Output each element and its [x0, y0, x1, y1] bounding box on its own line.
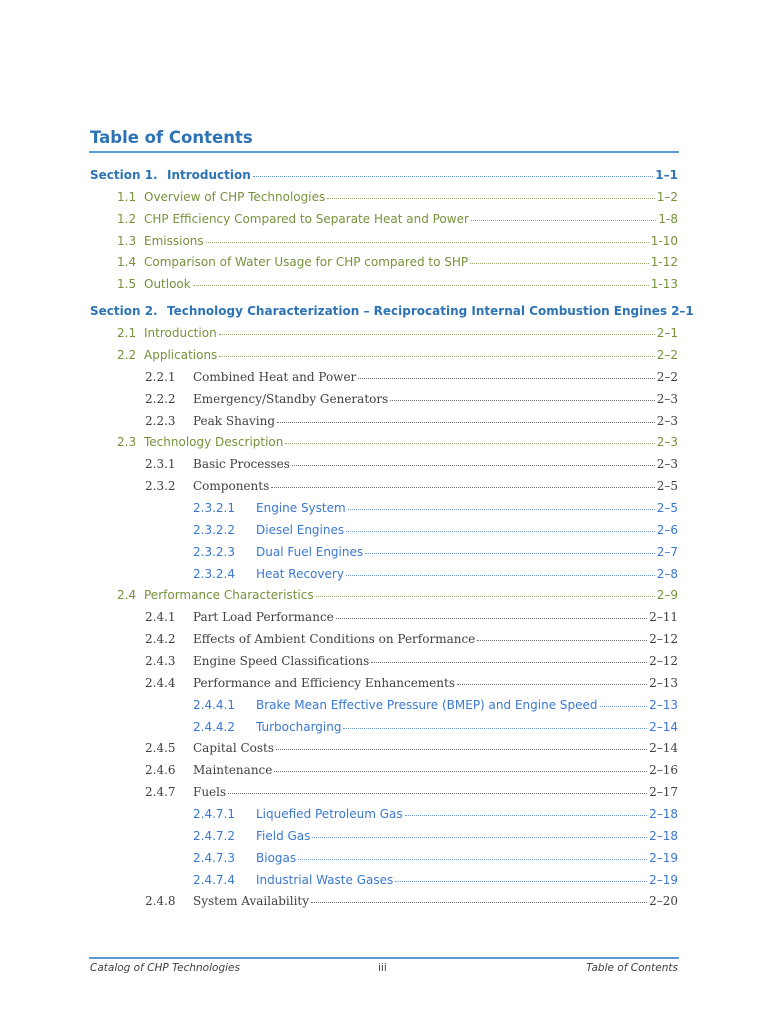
dot-leader — [346, 531, 655, 532]
toc-entry-label[interactable]: Turbocharging — [256, 719, 342, 734]
dot-leader — [327, 198, 654, 199]
dot-leader — [285, 443, 654, 444]
toc-entry[interactable] — [0, 212, 768, 232]
toc-entry-page[interactable]: 2–19 — [649, 850, 678, 865]
toc-entry-label[interactable]: Diesel Engines — [256, 522, 345, 537]
toc-entry-number: 2.3.2.4 — [193, 566, 235, 581]
toc-entry[interactable] — [0, 457, 768, 477]
toc-entry[interactable] — [0, 523, 768, 543]
toc-entry-page[interactable]: 1-13 — [650, 277, 678, 292]
toc-entry-number: 2.4.2 — [145, 632, 176, 647]
toc-entry-body — [256, 807, 678, 821]
toc-entry-label[interactable]: Engine Speed Classifications — [193, 653, 370, 668]
toc-entry-body — [256, 567, 678, 581]
dot-leader — [477, 640, 647, 641]
toc-entry-body — [193, 392, 678, 406]
toc-entry-body — [144, 348, 678, 362]
toc-entry[interactable] — [0, 304, 768, 324]
dot-leader — [336, 618, 647, 619]
toc-entry-number: 2.4.4.2 — [193, 719, 235, 734]
dot-leader — [219, 334, 655, 335]
toc-entry-page[interactable]: 2–12 — [649, 653, 678, 668]
toc-entry-body — [193, 676, 678, 690]
toc-entry-body — [167, 168, 678, 182]
dot-leader — [276, 749, 647, 750]
toc-entry-page[interactable]: 2–14 — [649, 741, 678, 756]
toc-entry-label[interactable]: Engine System — [256, 500, 346, 515]
toc-entry-body — [193, 414, 678, 428]
toc-entry[interactable] — [0, 370, 768, 390]
toc-entry-body — [144, 435, 678, 449]
toc-entry-page[interactable]: 2–16 — [649, 763, 678, 778]
toc-entry[interactable] — [0, 255, 768, 275]
toc-entry[interactable] — [0, 348, 768, 368]
toc-entry-body — [193, 763, 678, 777]
toc-entry[interactable] — [0, 168, 768, 188]
toc-entry[interactable] — [0, 435, 768, 455]
toc-entry-label[interactable]: Performance Characteristics — [144, 588, 314, 603]
toc-entry-body — [193, 457, 678, 471]
toc-entry[interactable] — [0, 610, 768, 630]
toc-entry[interactable] — [0, 698, 768, 718]
toc-entry-number: 2.3.2.1 — [193, 500, 235, 515]
toc-entry-body — [256, 873, 678, 887]
toc-entry-page[interactable]: 1-8 — [658, 211, 678, 226]
toc-entry-label[interactable]: CHP Efficiency Compared to Separate Heat and Power — [144, 211, 469, 226]
toc-entry[interactable] — [0, 654, 768, 674]
toc-entry[interactable] — [0, 763, 768, 783]
toc-entry-number: 2.4.7.4 — [193, 872, 235, 887]
toc-entry-body — [193, 370, 678, 384]
dot-leader — [390, 400, 654, 401]
toc-entry-page[interactable]: 1-12 — [650, 255, 678, 270]
toc-entry-body — [167, 304, 694, 319]
toc-entry-body — [193, 785, 678, 799]
toc-entry[interactable] — [0, 479, 768, 499]
toc-entry-page[interactable]: 2–2 — [656, 347, 678, 362]
toc-entry-body — [144, 277, 678, 291]
dot-leader — [298, 859, 647, 860]
dot-leader — [371, 662, 647, 663]
dot-leader — [219, 356, 654, 357]
toc-entry-page[interactable]: 2–14 — [649, 719, 678, 734]
toc-entry-number: 2.2 — [117, 347, 137, 362]
toc-entry-body — [144, 190, 678, 204]
toc-entry[interactable] — [0, 190, 768, 210]
toc-entry-body — [256, 698, 678, 712]
toc-entry-number: 1.4 — [117, 255, 137, 270]
toc-entry-body — [193, 610, 678, 624]
toc-entry-page[interactable]: 2–20 — [649, 894, 678, 909]
footer-divider — [89, 957, 679, 959]
footer-page-number: iii — [378, 962, 387, 974]
dot-leader — [253, 176, 654, 177]
toc-entry-label[interactable]: Effects of Ambient Conditions on Performance — [193, 632, 476, 647]
toc-entry-body — [256, 851, 678, 865]
toc-entry-number: 2.4.4 — [145, 675, 176, 690]
toc-entry-number: Section 2. — [90, 304, 158, 319]
toc-entry-label[interactable]: Components — [193, 479, 270, 493]
footer-document-title: Catalog of CHP Technologies — [90, 962, 240, 974]
toc-entry-label[interactable]: Industrial Waste Gases — [256, 872, 394, 887]
toc-entry-number: 2.4.7.2 — [193, 828, 235, 843]
toc-entry[interactable] — [0, 234, 768, 254]
toc-entry-label[interactable]: Emissions — [144, 233, 204, 248]
toc-entry-page[interactable]: 2–1 — [656, 326, 678, 340]
toc-entry-body — [144, 326, 678, 340]
toc-entry-number: 2.4.3 — [145, 653, 176, 668]
toc-entry-number: 1.1 — [117, 189, 137, 204]
toc-entry-body — [193, 894, 678, 908]
toc-entry-page[interactable]: 2–3 — [656, 457, 678, 472]
toc-entry-number: 1.3 — [117, 233, 137, 248]
toc-entry-page[interactable]: 2–3 — [656, 413, 678, 428]
toc-entry[interactable] — [0, 588, 768, 608]
toc-entry-number: 2.4 — [117, 588, 137, 603]
toc-entry-page[interactable]: 2–12 — [649, 632, 678, 647]
dot-leader — [343, 728, 647, 729]
toc-entry-page[interactable]: 2–7 — [656, 544, 678, 559]
toc-entry-number: 2.4.6 — [145, 763, 176, 778]
toc-entry-label[interactable]: Applications — [144, 347, 218, 362]
toc-entry-body — [144, 212, 678, 226]
dot-leader — [457, 684, 647, 685]
toc-entry-label[interactable]: Performance and Efficiency Enhancements — [193, 675, 455, 690]
toc-entry-label[interactable]: Heat Recovery — [256, 566, 344, 581]
toc-entry[interactable] — [0, 807, 768, 827]
dot-leader — [471, 220, 656, 221]
toc-entry-number: 2.4.1 — [145, 610, 176, 625]
dot-leader — [193, 285, 649, 286]
toc-entry-label[interactable]: Biogas — [256, 850, 297, 865]
dot-leader — [228, 793, 647, 794]
toc-entry[interactable] — [0, 501, 768, 521]
toc-entry-number: 2.2.3 — [145, 413, 176, 428]
toc-entry-number: 2.3.2.3 — [193, 544, 235, 559]
toc-entry-label[interactable]: Combined Heat and Power — [193, 369, 357, 384]
toc-entry[interactable] — [0, 894, 768, 914]
toc-entry[interactable] — [0, 720, 768, 740]
dot-leader — [470, 263, 649, 264]
toc-entry[interactable] — [0, 326, 768, 346]
toc-entry-page[interactable]: 2–1 — [671, 304, 694, 319]
toc-entry-page[interactable]: 1–1 — [655, 168, 678, 182]
toc-entry-page[interactable]: 2–3 — [656, 435, 678, 450]
toc-entry-number: 2.4.8 — [145, 894, 176, 909]
page-title: Table of Contents — [90, 128, 253, 147]
toc-entry-number: Section 1. — [90, 168, 158, 182]
toc-entry-page[interactable]: 2–18 — [649, 806, 678, 821]
dot-leader — [600, 706, 648, 707]
toc-entry-label[interactable]: Technology Characterization – Reciprocating Internal Combustion Engines — [167, 304, 668, 319]
toc-entry-page[interactable]: 2–3 — [656, 391, 678, 406]
toc-entry-body — [256, 829, 678, 843]
toc-entry-body — [256, 720, 678, 734]
toc-entry-label[interactable]: Basic Processes — [193, 457, 290, 472]
toc-entry[interactable] — [0, 785, 768, 805]
toc-entry-label[interactable]: Brake Mean Effective Pressure (BMEP) and Engine Speed — [256, 697, 598, 712]
toc-entry-page[interactable]: 2–13 — [649, 697, 678, 712]
dot-leader — [395, 881, 647, 882]
toc-entry-page[interactable]: 2–2 — [656, 369, 678, 384]
dot-leader — [312, 837, 647, 838]
toc-entry-body — [256, 501, 678, 515]
toc-entry-page[interactable]: 1–2 — [656, 189, 678, 204]
toc-entry-label[interactable]: Outlook — [144, 277, 191, 292]
toc-entry-number: 2.3.2 — [145, 479, 176, 493]
toc-entry-page[interactable]: 2–8 — [656, 566, 678, 581]
toc-entry[interactable] — [0, 567, 768, 587]
toc-entry[interactable] — [0, 676, 768, 696]
toc-entry-page[interactable]: 2–5 — [656, 500, 678, 515]
toc-entry-page[interactable]: 2–18 — [649, 828, 678, 843]
toc-entry-page[interactable]: 2–5 — [656, 479, 678, 493]
dot-leader — [346, 575, 655, 576]
toc-entry-label[interactable]: Maintenance — [193, 763, 273, 778]
toc-entry-page[interactable]: 2–9 — [656, 588, 678, 603]
toc-entry[interactable] — [0, 632, 768, 652]
toc-entry-number: 2.3 — [117, 435, 137, 450]
toc-entry[interactable] — [0, 414, 768, 434]
toc-entry-number: 2.4.7 — [145, 785, 176, 800]
toc-entry-number: 2.4.4.1 — [193, 697, 235, 712]
toc-entry-body — [193, 654, 678, 668]
toc-entry-body — [193, 479, 678, 493]
dot-leader — [271, 487, 654, 488]
toc-entry-body — [193, 632, 678, 646]
toc-entry-page[interactable]: 2–13 — [649, 675, 678, 690]
dot-leader — [274, 771, 647, 772]
dot-leader — [206, 242, 649, 243]
toc-entry-number: 2.3.1 — [145, 457, 176, 472]
toc-entry-number: 2.3.2.2 — [193, 522, 235, 537]
toc-entry-number: 1.5 — [117, 277, 137, 292]
toc-entry-body — [256, 523, 678, 537]
dot-leader — [405, 815, 647, 816]
toc-entry[interactable] — [0, 545, 768, 565]
dot-leader — [348, 509, 655, 510]
dot-leader — [365, 553, 655, 554]
toc-entry-page[interactable]: 2–19 — [649, 872, 678, 887]
toc-entry-label[interactable]: Peak Shaving — [193, 413, 276, 428]
toc-entry-body — [144, 588, 678, 602]
toc-entry-label[interactable]: Part Load Performance — [193, 610, 334, 625]
toc-entry[interactable] — [0, 741, 768, 761]
toc-entry[interactable] — [0, 392, 768, 412]
dot-leader — [358, 378, 654, 379]
toc-entry[interactable] — [0, 851, 768, 871]
toc-entry-label[interactable]: Introduction — [167, 168, 251, 182]
toc-entry-label[interactable]: Fuels — [193, 785, 227, 800]
toc-entry-label[interactable]: Capital Costs — [193, 741, 275, 756]
footer-section-title: Table of Contents — [586, 962, 678, 974]
dot-leader — [292, 465, 655, 466]
dot-leader — [316, 596, 655, 597]
toc-entry-number: 2.4.7.3 — [193, 850, 235, 865]
toc-entry-number: 2.2.1 — [145, 369, 176, 384]
dot-leader — [277, 422, 655, 423]
toc-entry-label[interactable]: Dual Fuel Engines — [256, 544, 364, 559]
toc-entry-body — [144, 255, 678, 269]
toc-entry-label[interactable]: Overview of CHP Technologies — [144, 189, 326, 204]
toc-entry-label[interactable]: Introduction — [144, 326, 217, 340]
toc-entry-number: 1.2 — [117, 211, 137, 226]
toc-entry-label[interactable]: Field Gas — [256, 828, 311, 843]
toc-entry-page[interactable]: 2–17 — [649, 785, 678, 800]
toc-entry-body — [144, 234, 678, 248]
toc-entry-body — [193, 741, 678, 755]
toc-entry-label[interactable]: Emergency/Standby Generators — [193, 391, 389, 406]
dot-leader — [311, 902, 647, 903]
toc-entry[interactable] — [0, 873, 768, 893]
toc-entry-page[interactable]: 2–11 — [649, 610, 678, 625]
toc-entry-number: 2.4.5 — [145, 741, 176, 756]
toc-entry-page[interactable]: 2–6 — [656, 522, 678, 537]
toc-entry-label[interactable]: System Availability — [193, 894, 310, 909]
toc-entry-number: 2.1 — [117, 326, 137, 340]
toc-entry-page[interactable]: 1-10 — [650, 233, 678, 248]
toc-entry-label[interactable]: Comparison of Water Usage for CHP compared to SHP — [144, 255, 469, 270]
toc-entry-label[interactable]: Liquefied Petroleum Gas — [256, 806, 403, 821]
toc-entry[interactable] — [0, 829, 768, 849]
toc-entry[interactable] — [0, 277, 768, 297]
toc-entry-body — [256, 545, 678, 559]
toc-entry-label[interactable]: Technology Description — [144, 435, 284, 450]
toc-entry-number: 2.4.7.1 — [193, 806, 235, 821]
toc-entry-number: 2.2.2 — [145, 391, 176, 406]
